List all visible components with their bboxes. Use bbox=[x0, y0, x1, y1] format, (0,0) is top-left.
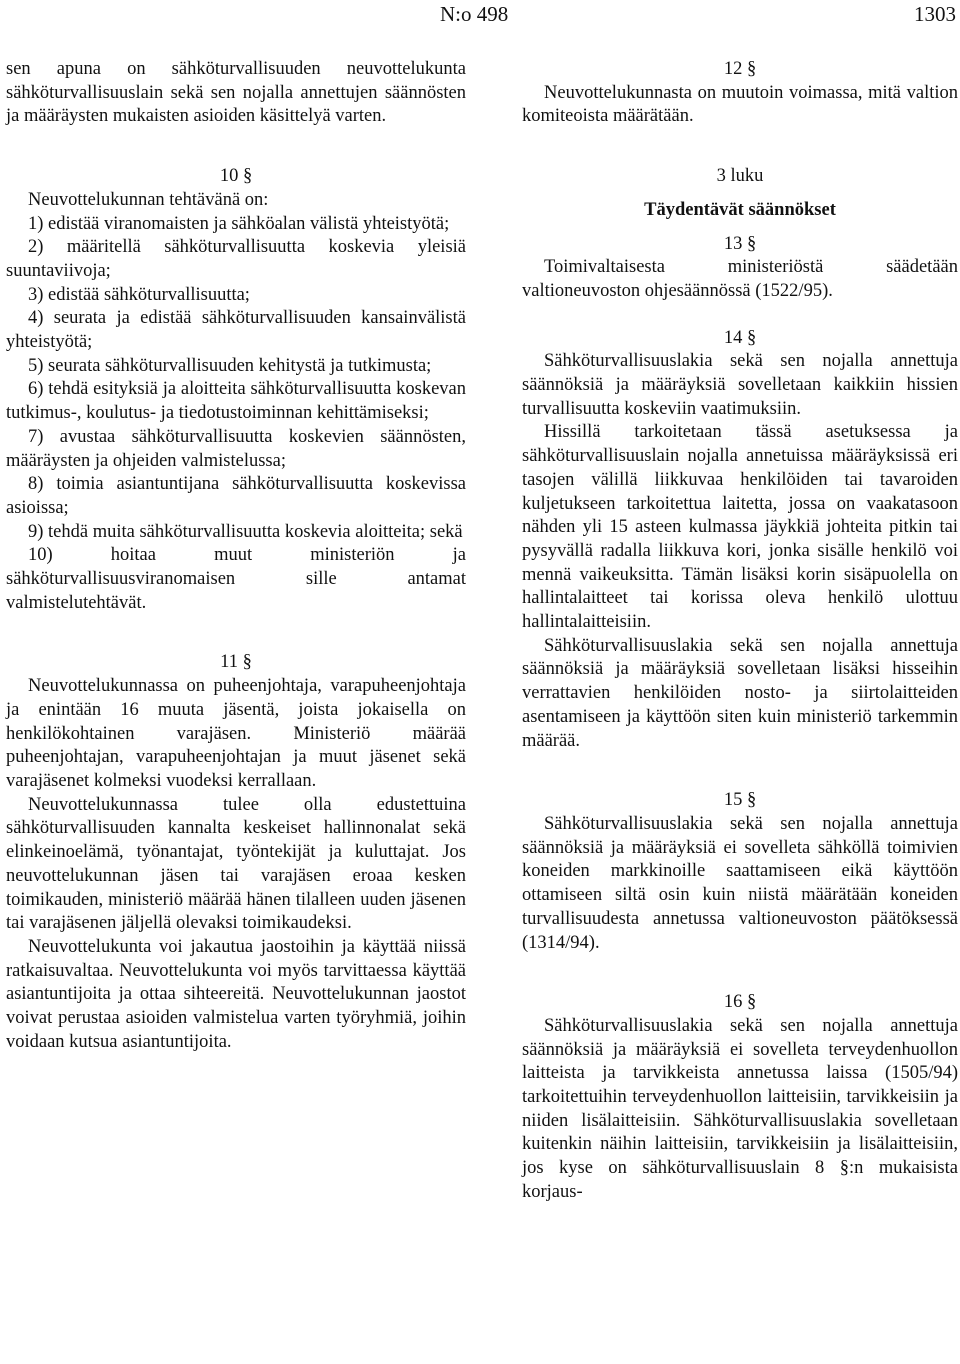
section-15-paragraph: Sähköturvallisuuslakia sekä sen nojalla annettuja säännöksiä ja määräyksiä ei sovelleta sähköllä toimivien koneiden markkinoille saattamiseen eikä käyttöön ottamiseen siltä osin kuin niistä määrätään koneiden turvallisuudesta annetussa valtioneuvoston päätöksessä (1314/94). bbox=[522, 813, 958, 953]
section-10-list bbox=[6, 213, 466, 616]
list-item: 10) hoitaa muut ministeriön ja sähköturvallisuusviranomaisen sille antamat valmistelutehtävät. bbox=[6, 545, 466, 613]
section-14-heading: 14 § bbox=[723, 327, 757, 348]
section-11-paragraph: Neuvottelukunnassa tulee olla edustettuina sähköturvallisuuden kannalta keskeiset hallinnonalat sekä elinkeinoelämä, työnantajat, työntekijät ja kuluttajat. Jos neuvottelukunnan jäsen tai varajäsen eroaa kesken toimikauden, ministeriö määrää hänen tilalleen uuden jäsenen tai varajäsenen jäljellä olevaksi toimikaudeksi. bbox=[6, 794, 466, 934]
section-10-heading: 10 § bbox=[219, 166, 253, 187]
section-14-paragraph: Sähköturvallisuuslakia sekä sen nojalla annettuja säännöksiä ja määräyksiä sovelletaan kaikkiin hissien turvallisuutta koskeviin vaatimuksiin. bbox=[522, 351, 958, 419]
section-12-paragraph: Neuvottelukunnasta on muutoin voimassa, mitä valtion komiteoista määrätään. bbox=[522, 82, 958, 127]
section-16-heading: 16 § bbox=[723, 992, 757, 1013]
list-item: 6) tehdä esityksiä ja aloitteita sähköturvallisuutta koskevan tutkimus-, koulutus- ja tiedotustoiminnan kehittämiseksi; bbox=[6, 379, 466, 424]
left-column bbox=[6, 58, 466, 1054]
section-14-paragraph: Sähköturvallisuuslakia sekä sen nojalla annettuja säännöksiä ja määräyksiä sovelletaan lisäksi hisseihin verrattavien henkilöiden nosto- ja siirtolaitteiden asentamiseen ja käyttöön siten kuin ministeriö tarkemmin määrää. bbox=[522, 635, 958, 751]
section-12-heading: 12 § bbox=[723, 59, 757, 79]
section-14-paragraph: Hissillä tarkoitetaan tässä asetuksessa ja sähköturvallisuuslain nojalla annetuissa määräyksissä eri tasojen välillä liikkuvaa henkilöiden tai tavaroiden kuljetukseen tarkoitettua laitetta, jossa on vaakatasoon nähden yli 15 asteen kulmassa jäykkiä johteita pitkin tai pysyvällä radalla liikkuva kori, jonka sisälle henkilö voi mennä vaikeuksitta. Tämän lisäksi korin sisäpuolella on hallintalaitteet tai korissa oleva henkilö ulottuu hallintalaitteisiin. bbox=[522, 422, 958, 633]
list-item: 5) seurata sähköturvallisuuden kehitystä ja tutkimusta; bbox=[28, 355, 432, 376]
list-item: 7) avustaa sähköturvallisuutta koskevien säännösten, määräysten ja ohjeiden valmistelussa; bbox=[6, 426, 466, 471]
issue-number: N:o 498 bbox=[440, 2, 509, 26]
section-13-paragraph: Toimivaltaisesta ministeriöstä säädetään valtioneuvoston ohjesäännössä (1522/95). bbox=[522, 257, 958, 301]
intro-paragraph: sen apuna on sähköturvallisuuden neuvottelukunta sähköturvallisuuslain sekä sen nojalla annettujen säännösten ja määräysten mukaisten asioiden käsittelyä varten. bbox=[6, 59, 466, 127]
page-header bbox=[0, 0, 960, 30]
list-item: 1) edistää viranomaisten ja sähköalan välistä yhteistyötä; bbox=[28, 213, 450, 234]
list-item: 2) määritellä sähköturvallisuutta koskevia yleisiä suuntaviivoja; bbox=[6, 237, 466, 281]
list-item: 3) edistää sähköturvallisuutta; bbox=[28, 284, 250, 305]
section-16-paragraph: Sähköturvallisuuslakia sekä sen nojalla annettuja säännöksiä ja määräyksiä ei sovelleta terveydenhuollon laitteista ja tarvikkeista annetussa laissa (1505/94) tarkoitettuihin terveydenhuollon laitteisiin, tarvikkeisiin ja niiden lisälaitteisiin. Sähköturvallisuuslakia sovelletaan kuitenkin näihin laitteisiin, tarvikkeisiin ja lisälaitteisiin, jos kyse on sähköturvallisuuslain 8 §:n mukaisista korjaus- bbox=[522, 1015, 958, 1202]
section-13-heading: 13 § bbox=[723, 233, 757, 254]
section-11-paragraph: Neuvottelukunta voi jakautua jaostoihin ja käyttää niissä ratkaisuvaltaa. Neuvottelukunta voi myös tarvittaessa käyttää asiantuntijoita ja ottaa sihteereitä. Neuvottelukunnan jaostot voivat perustaa asioiden valmistelua varten työryhmiä, joihin voidaan kutsua asiantuntijoita. bbox=[6, 936, 466, 1052]
section-11-paragraph: Neuvottelukunnassa on puheenjohtaja, varapuheenjohtaja ja enintään 16 muuta jäsentä, joista jokaisella on henkilökohtainen varajäsen. Ministeriö määrää puheenjohtajan, varapuheenjohtajan ja muut jäsenet sekä varajäsenet kolmeksi vuodeksi kerrallaan. bbox=[6, 676, 466, 791]
list-item: 8) toimia asiantuntijana sähköturvallisuutta koskevissa asioissa; bbox=[6, 474, 466, 518]
chapter-title: Täydentävät säännökset bbox=[644, 199, 836, 220]
chapter-number: 3 luku bbox=[716, 166, 764, 187]
list-item: 9) tehdä muita sähköturvallisuutta koskevia aloitteita; sekä bbox=[28, 521, 463, 542]
right-column bbox=[522, 58, 958, 1205]
section-11-heading: 11 § bbox=[220, 652, 252, 673]
section-10-lead: Neuvottelukunnan tehtävänä on: bbox=[28, 189, 269, 210]
list-item: 4) seurata ja edistää sähköturvallisuuden kansainvälistä yhteistyötä; bbox=[6, 308, 466, 353]
page-number: 1303 bbox=[914, 2, 956, 26]
section-15-heading: 15 § bbox=[723, 790, 757, 811]
